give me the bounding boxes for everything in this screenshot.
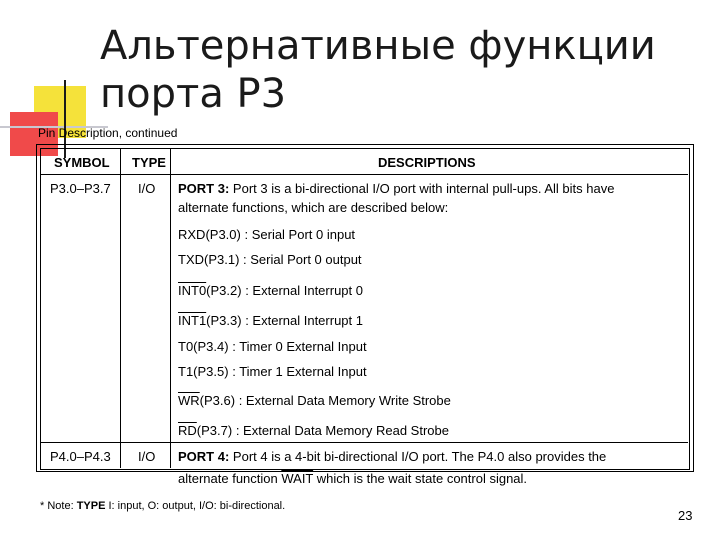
function-port-bit: (P3.6) (199, 393, 236, 408)
header-symbol: SYMBOL (54, 155, 110, 170)
function-port-bit: (P3.0) (205, 227, 241, 242)
function-txd (178, 252, 362, 267)
pin-table (40, 148, 690, 470)
row1-type: I/O (138, 181, 156, 196)
function-rd (178, 423, 449, 438)
footnote (40, 500, 285, 512)
function-port-bit: (P3.3) (206, 313, 242, 328)
function-pin: TXD (178, 252, 204, 267)
function-port-bit: (P3.5) (193, 364, 229, 379)
row2-desc-line-2 (178, 471, 527, 486)
function-port-bit: (P3.1) (204, 252, 240, 267)
function-port-bit: (P3.2) (206, 283, 242, 298)
function-t0 (178, 339, 367, 354)
row2-desc-text: Port 4 is a 4-bit bi-directional I/O port. The P4.0 also provides the (232, 449, 607, 464)
row2-type: I/O (138, 449, 156, 464)
slide-title-line-2: порта P3 (100, 71, 287, 117)
function-description: : Serial Port 0 input (244, 227, 356, 242)
slide-title (100, 22, 700, 118)
header-divider (40, 174, 688, 175)
function-description: : Timer 1 External Input (232, 364, 367, 379)
row-divider (40, 442, 688, 443)
slide-title-line-1: Альтернативные функции (100, 23, 656, 69)
row2-desc-label: PORT 4: (178, 449, 230, 464)
function-wr (178, 393, 451, 408)
function-description: : Timer 0 External Input (232, 339, 367, 354)
column-divider (120, 148, 121, 468)
column-divider (170, 148, 171, 468)
row1-desc-text: Port 3 is a bi-directional I/O port with internal pull-ups. All bits have (232, 181, 615, 196)
row2-symbol: P4.0–P4.3 (50, 449, 111, 464)
function-description: : External Data Memory Read Strobe (235, 423, 449, 438)
row2-desc-line-1 (178, 449, 606, 464)
function-description: : External Interrupt 1 (245, 313, 363, 328)
function-description: : External Interrupt 0 (245, 283, 363, 298)
footnote-label: TYPE (76, 500, 106, 512)
function-int0 (178, 283, 363, 298)
row1-desc-line-1 (178, 181, 614, 196)
function-t1 (178, 364, 367, 379)
row2-desc-post: which is the wait state control signal. (316, 471, 528, 486)
row1-desc-label: PORT 3: (178, 181, 230, 196)
header-descriptions: DESCRIPTIONS (378, 155, 476, 170)
table-caption: Pin Description, continued (38, 126, 178, 140)
function-pin: $\overline{RD}$ (178, 423, 197, 438)
row1-desc-line-2: alternate functions, which are described below: (178, 200, 449, 215)
function-pin: $\overline{WR}$ (178, 393, 200, 408)
function-pin: INT0 (178, 283, 207, 298)
header-type: TYPE (132, 155, 166, 170)
function-port-bit: (P3.7) (196, 423, 233, 438)
wait-signal: WAIT (281, 471, 314, 486)
function-int1 (178, 313, 363, 328)
function-pin: RXD (178, 227, 206, 242)
page-number: 23 (678, 508, 693, 523)
footnote-prefix: * Note: (40, 500, 77, 512)
function-description: : Serial Port 0 output (243, 252, 362, 267)
function-pin: T1 (178, 364, 194, 379)
function-rxd (178, 227, 355, 242)
row2-desc-pre: alternate function (178, 471, 278, 486)
function-pin: INT1 (178, 313, 207, 328)
function-description: : External Data Memory Write Strobe (238, 393, 451, 408)
row1-symbol: P3.0–P3.7 (50, 181, 111, 196)
footnote-text: I: input, O: output, I/O: bi-directional. (108, 500, 286, 512)
function-pin: T0 (178, 339, 194, 354)
function-port-bit: (P3.4) (193, 339, 229, 354)
